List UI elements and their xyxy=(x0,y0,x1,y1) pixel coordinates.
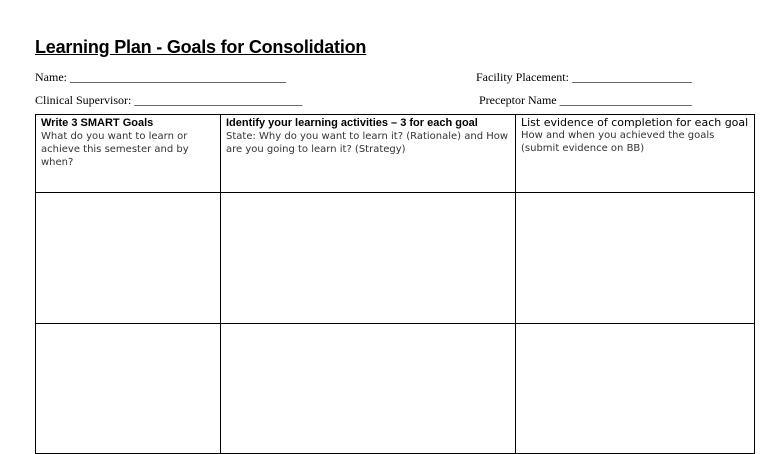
page-title: Learning Plan - Goals for Consolidation xyxy=(35,37,367,57)
goal-cell[interactable] xyxy=(36,323,221,453)
table-row xyxy=(36,193,755,323)
header-cell-goals xyxy=(36,115,221,193)
learning-plan-table xyxy=(35,114,755,454)
table-row xyxy=(36,323,755,453)
header-title-activities: Identify your learning activities – 3 for each goal xyxy=(226,117,478,129)
header-subtitle-activities: State: Why do you want to learn it? (Rationale) and How are you going to learn it? (Strategy) xyxy=(226,131,509,155)
header-title-evidence: List evidence of completion for each goal xyxy=(521,116,749,129)
evidence-cell[interactable] xyxy=(516,323,755,453)
clinical-supervisor-field[interactable]: Clinical Supervisor: ____________________________ xyxy=(35,93,303,107)
facility-placement-field[interactable]: Facility Placement: ____________________ xyxy=(476,70,692,84)
goal-cell[interactable] xyxy=(36,193,221,323)
header-cell-activities xyxy=(221,115,516,193)
evidence-cell[interactable] xyxy=(516,193,755,323)
header-title-goals: Write 3 SMART Goals xyxy=(41,117,154,129)
preceptor-name-field[interactable]: Preceptor Name ______________________ xyxy=(479,93,692,107)
activity-cell[interactable] xyxy=(221,323,516,453)
header-cell-evidence xyxy=(516,115,755,193)
header-subtitle-goals: What do you want to learn or achieve this semester and by when? xyxy=(41,131,189,168)
activity-cell[interactable] xyxy=(221,193,516,323)
header-subtitle-evidence: How and when you achieved the goals (submit evidence on BB) xyxy=(521,130,715,154)
name-field[interactable]: Name: ____________________________________ xyxy=(35,70,286,84)
table-header-row xyxy=(36,115,755,193)
